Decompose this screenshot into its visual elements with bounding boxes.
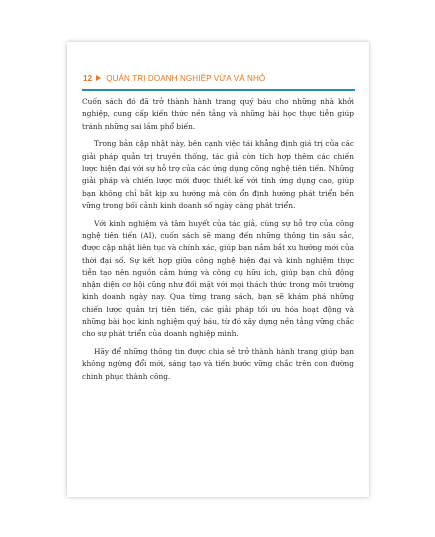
- paragraph: Hãy để những thông tin được chia sẻ trở thành hành trang giúp bạn không ngừng đổi mới, sáng tạo và tiến bước vững chắc trên con đường chinh phục thành công.: [82, 347, 354, 381]
- paragraph: Với kinh nghiệm và tâm huyết của tác giả, cùng sự hỗ trợ của công nghệ tiên tiến (AI), cuốn sách sẽ mang đến những thông tin sâu sắc, được cập nhật liên tục và chính xác, giúp bạn nắm bắt xu hướng mới của thời đại số. Sự kết hợp giữa công nghệ hiện đại và kinh nghiệm thực tiễn tạo nên nguồn cảm hứng và công cụ hữu ích, giúp bạn chủ động nhận diện cơ hội cũng như đối mặt với mọi thách thức trong môi trường kinh doanh ngày nay. Qua từng trang sách, bạn sẽ khám phá những chiến lược quản trị tiên tiến, các giải pháp tối ưu hóa hoạt động và những bài học kinh nghiệm quý báu, từ đó xây dựng nền tảng vững chắc cho sự phát triển của doanh nghiệp mình.: [82, 218, 354, 339]
- running-title: QUẢN TRỊ DOANH NGHIỆP VỪA VÀ NHỎ: [106, 73, 266, 83]
- paragraph: Trong bản cập nhật này, bên cạnh việc tái khẳng định giá trị của các giải pháp quản trị truyền thống, tác giả còn tích hợp thêm các chiến lược hiện đại với sự hỗ trợ của các ứng dụng công nghệ tiên tiến. Những giải pháp và chiến lược mới được thiết kế với tính ứng dụng cao, giúp bạn không chỉ bắt kịp xu hướng mà còn ổn định hướng phát triển bền vững trong bối cảnh kinh doanh số ngày càng phát triển.: [82, 139, 354, 210]
- paragraph: Cuốn sách đó đã trở thành hành trang quý báu cho những nhà khởi nghiệp, cung cấp kiến thức nền tảng và những bài học thực tiễn giúp tránh những sai lầm phổ biến.: [82, 97, 354, 131]
- triangle-arrow-icon: [96, 75, 101, 81]
- header-divider: [82, 89, 355, 91]
- running-header: [83, 72, 355, 84]
- body-text: [82, 96, 354, 389]
- book-page: [67, 42, 369, 497]
- page-number: 12: [83, 73, 93, 83]
